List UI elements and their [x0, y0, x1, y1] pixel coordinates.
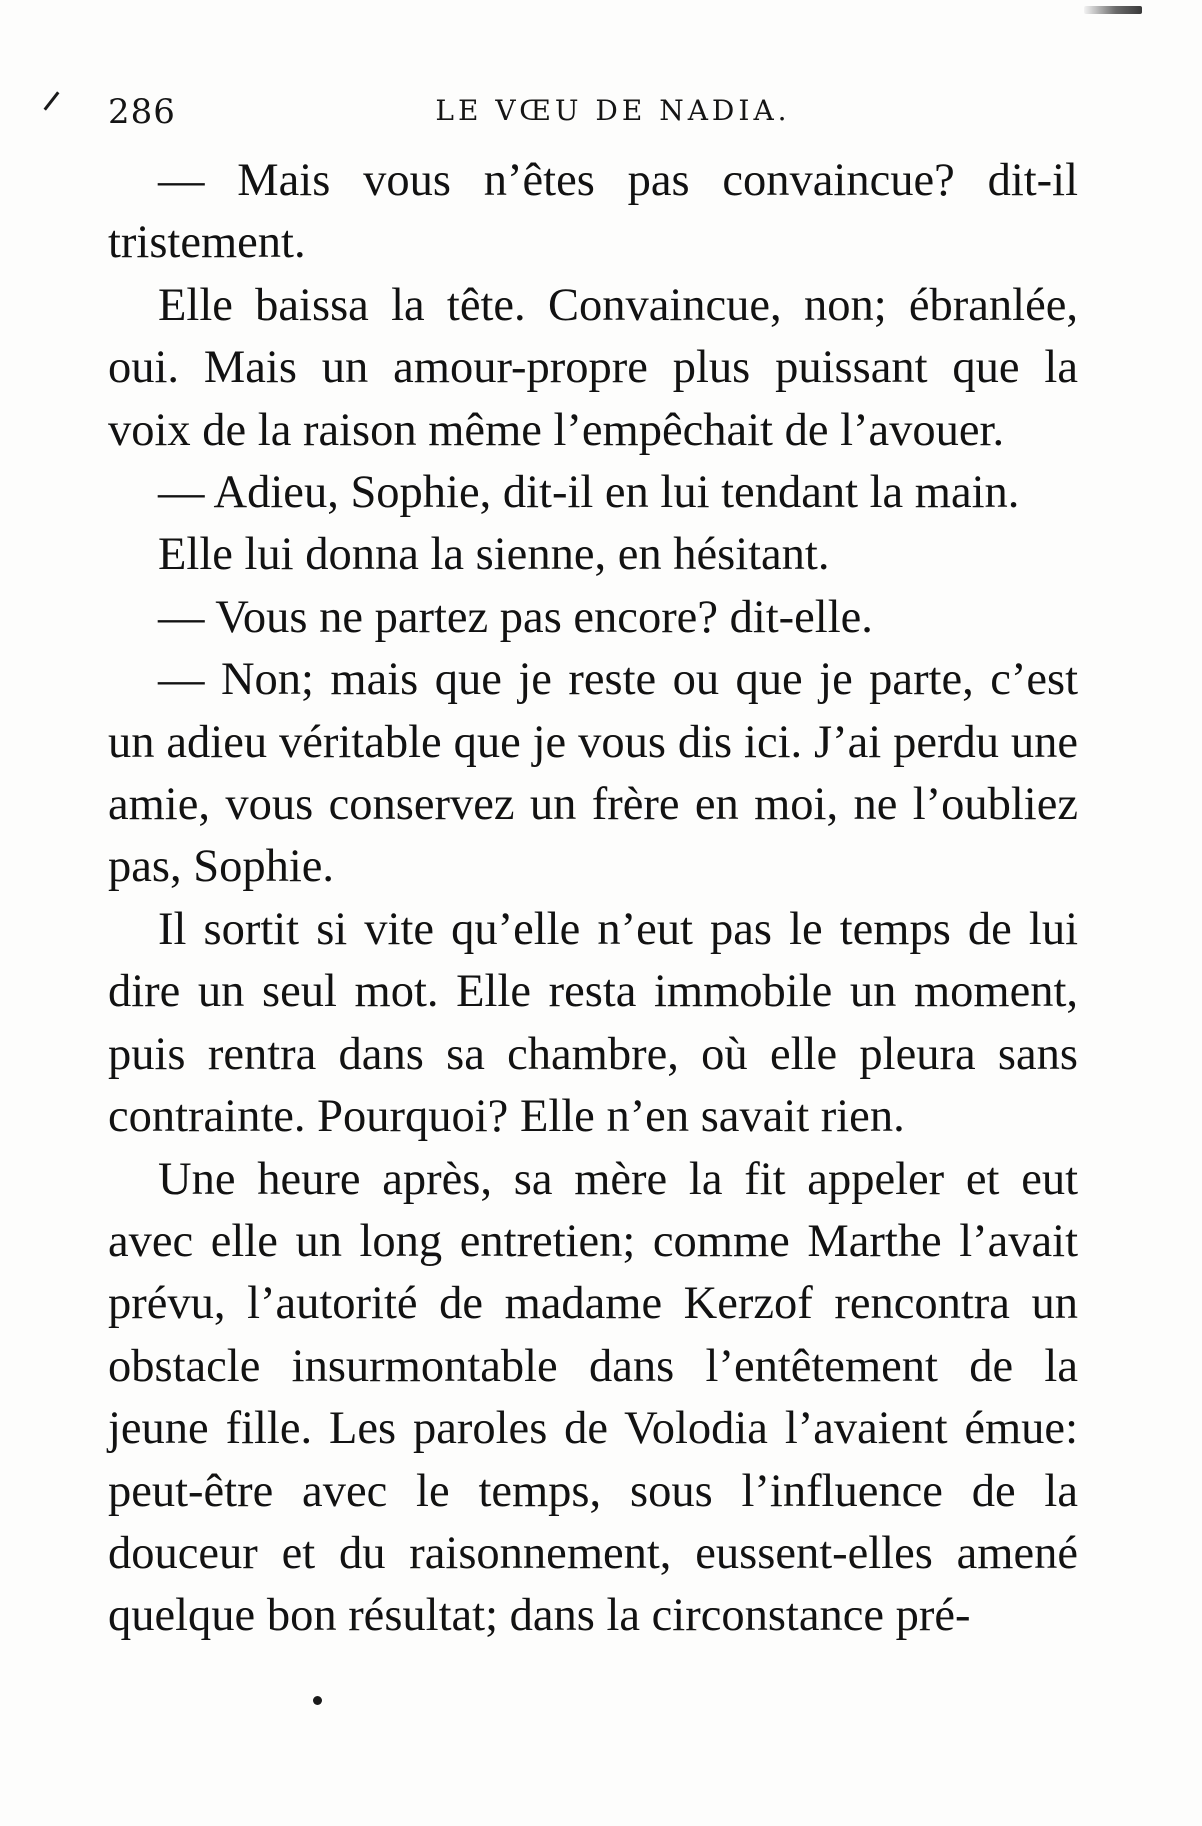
signature-mark	[313, 1696, 322, 1705]
body-text	[108, 150, 1078, 1648]
running-title: LE VŒU DE NADIA.	[435, 94, 791, 127]
paragraph: — Adieu, Sophie, dit-il en lui tendant la main.	[158, 467, 1020, 519]
scan-mark	[1084, 6, 1142, 14]
paragraph: Elle lui donna la sienne, en hésitant.	[158, 529, 830, 581]
paragraph: Une heure après, sa mère la fit appeler et eut avec elle un long entretien; comme Marthe l’avait prévu, l’autorité de madame Kerzof rencontra un obstacle insurmontable dans l’entêtement de la jeune fille. Les paroles de Volodia l’avaient émue: peut-être avec le temps, sous l’influence de la douceur et du raisonnement, eussent-elles amené quelque bon résultat; dans la circonstance pré-	[108, 1153, 1078, 1642]
paragraph: — Mais vous n’êtes pas convaincue? dit-il tristement.	[108, 155, 1078, 269]
paragraph: Il sortit si vite qu’elle n’eut pas le temps de lui dire un seul mot. Elle resta immobile un moment, puis rentra dans sa chambre, où elle pleura sans contrainte. Pourquoi? Elle n’en savait rien.	[108, 903, 1078, 1143]
margin-tick-mark	[44, 91, 60, 110]
page-number: 286	[108, 92, 176, 132]
paragraph: — Vous ne partez pas encore? dit-elle.	[158, 591, 873, 643]
page-header	[108, 92, 1078, 132]
paragraph: Elle baissa la tête. Convaincue, non; ébranlée, oui. Mais un amour-propre plus puissant que la voix de la raison même l’empêchait de l’avouer.	[108, 279, 1078, 456]
paragraph: — Non; mais que je reste ou que je parte, c’est un adieu véritable que je vous dis ici. J’ai perdu une amie, vous conservez un frère en moi, ne l’oubliez pas, Sophie.	[108, 654, 1078, 893]
